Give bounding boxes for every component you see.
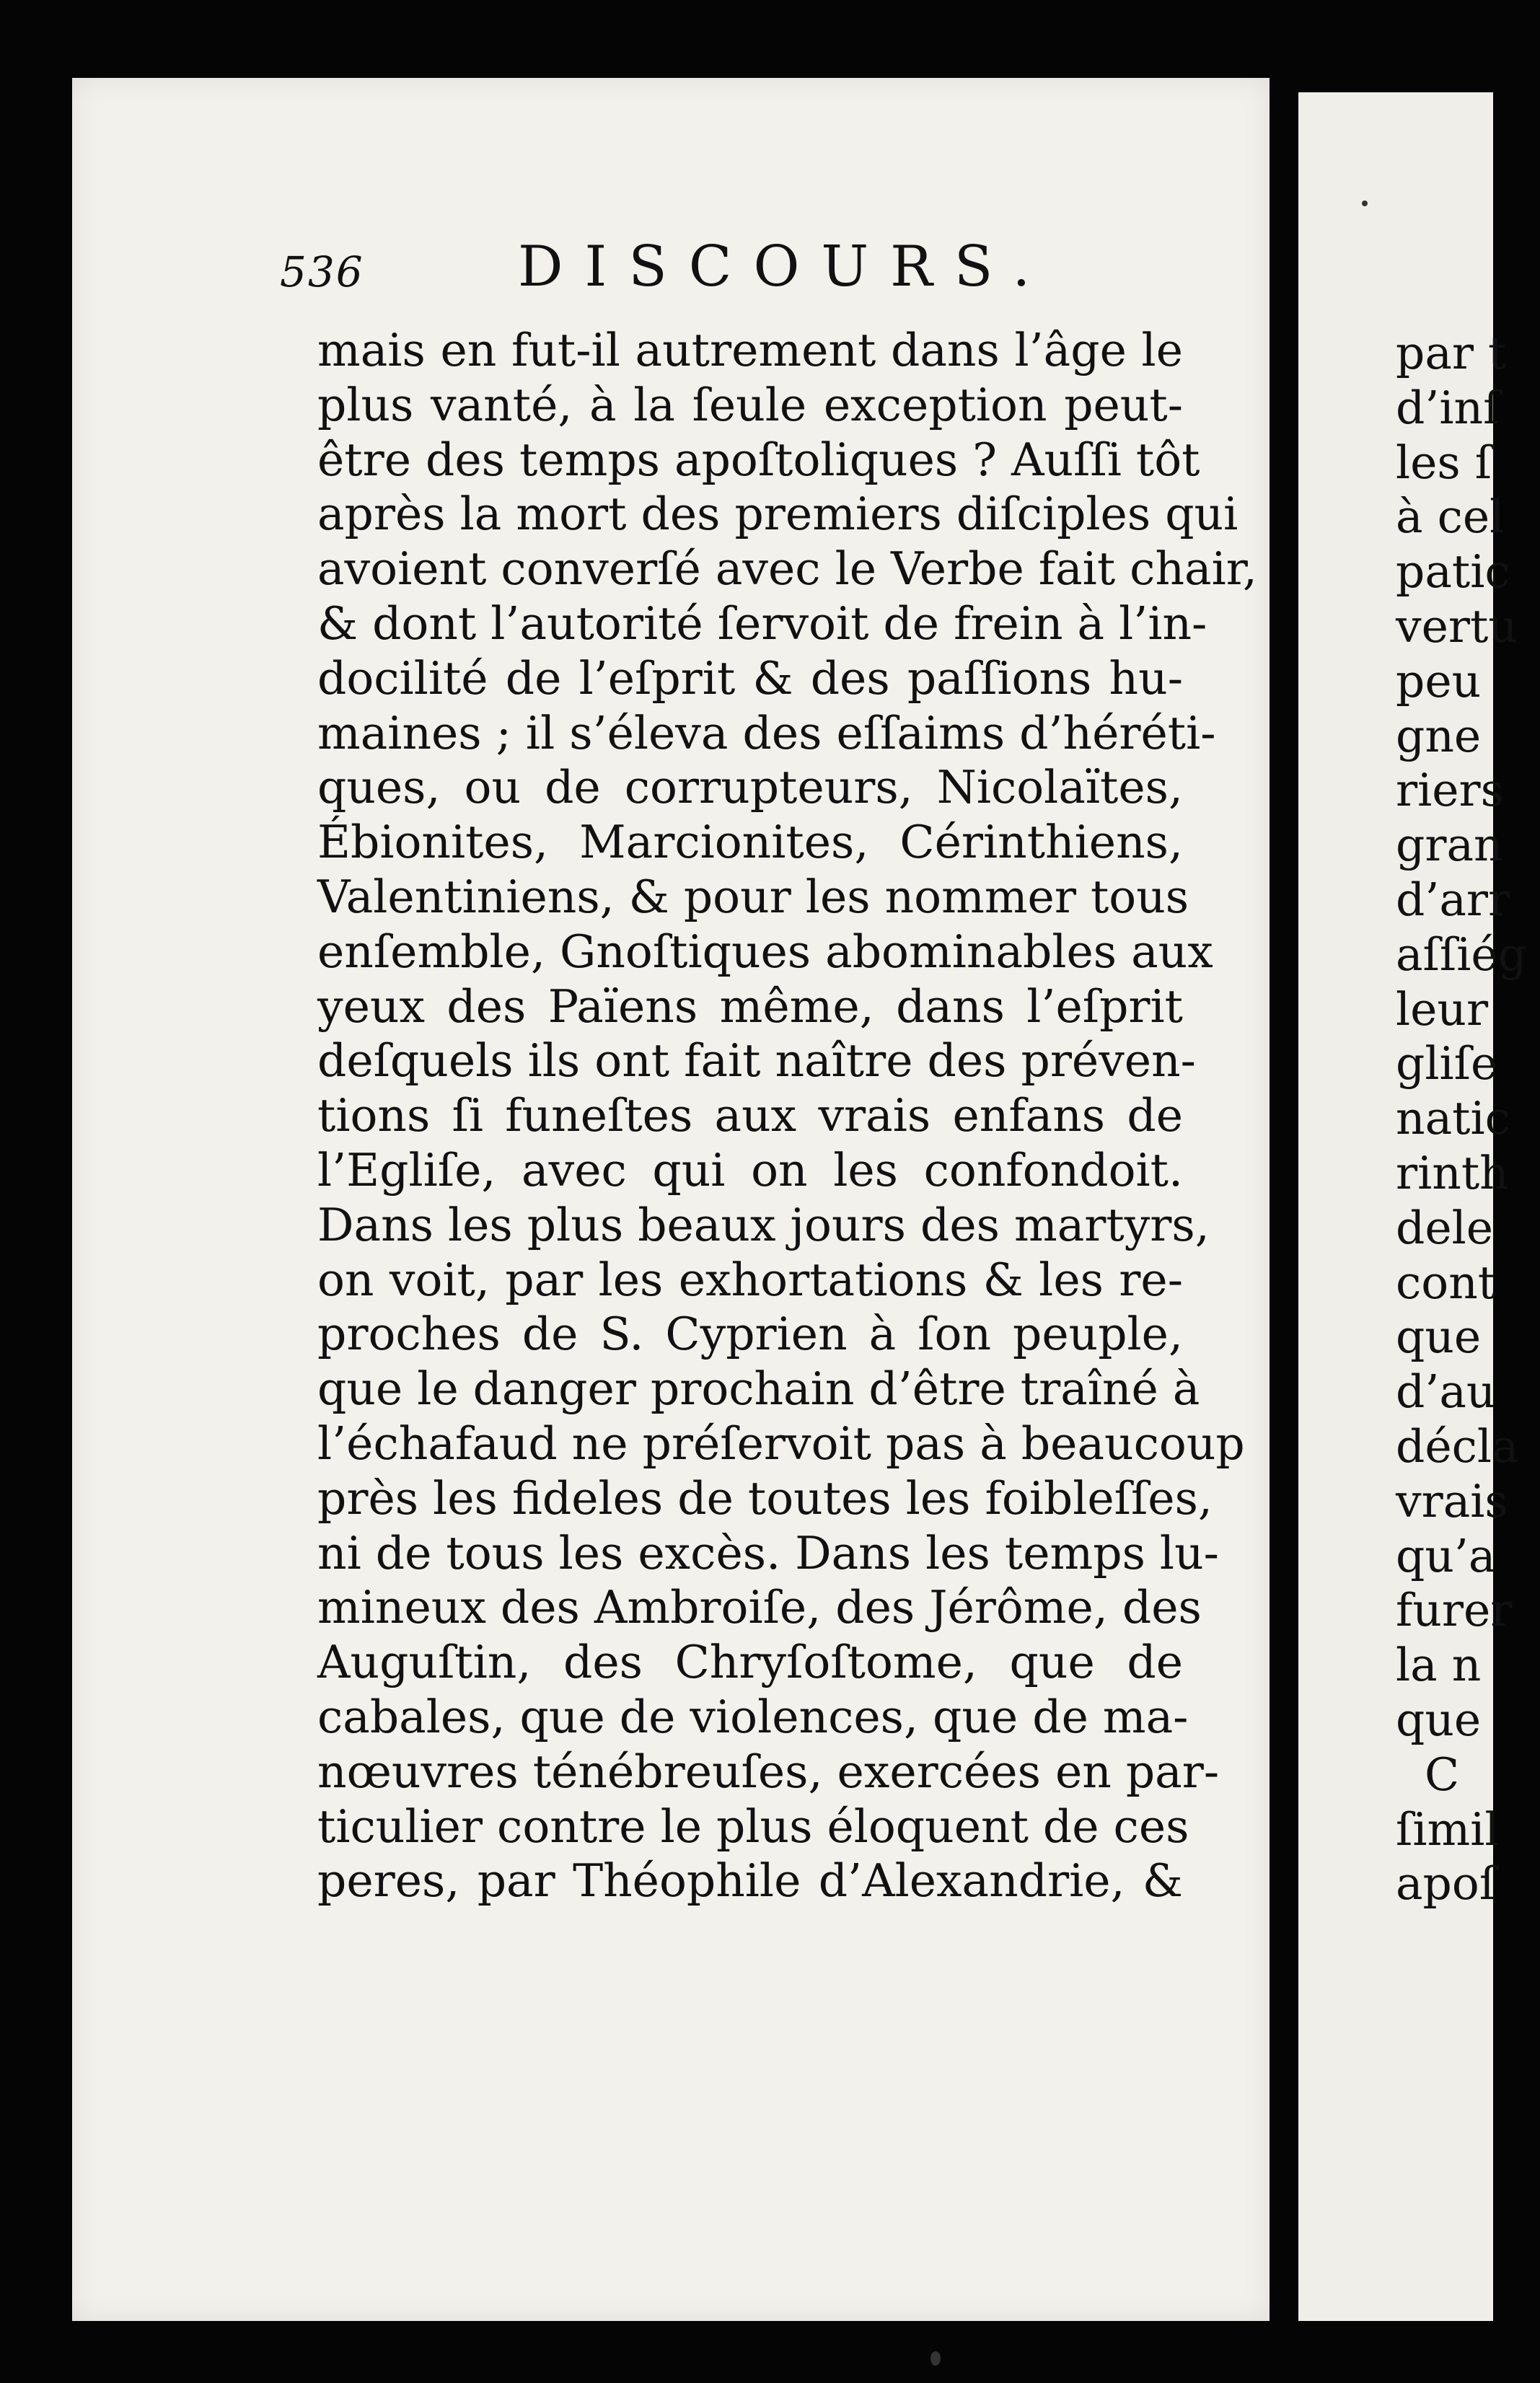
text-line-fragment: gran [1396, 819, 1503, 872]
text-line: proches de S. Cyprien à ſon peuple, [317, 1308, 1183, 1361]
text-line-fragment: aſſiég [1396, 928, 1527, 981]
text-line-fragment: ſimil [1396, 1802, 1500, 1856]
ink-speck [930, 2351, 941, 2366]
text-line: & dont l’autorité ſervoit de frein à l’in- [317, 596, 1207, 650]
text-line-fragment: que [1396, 1693, 1482, 1746]
text-line-fragment: leur [1396, 982, 1489, 1036]
text-line-fragment: peu [1396, 654, 1482, 708]
text-line-fragment: d’arr [1396, 873, 1510, 926]
text-line-fragment: dele [1396, 1201, 1494, 1254]
text-line-fragment: que [1396, 1311, 1482, 1364]
text-line-fragment: gne [1396, 709, 1482, 762]
text-line: on voit, par les exhortations & les re- [317, 1253, 1183, 1306]
text-line: deſquels ils ont fait naître des préven- [317, 1034, 1196, 1088]
text-line: cabales, que de violences, que de ma- [317, 1690, 1189, 1743]
text-line: ticulier contre le plus éloquent de ces [317, 1800, 1189, 1853]
text-line: enſemble, Gnoſtiques abominables aux [317, 925, 1213, 978]
text-line-fragment: qu’a [1396, 1529, 1496, 1582]
text-line-fragment: d’inſ [1396, 381, 1500, 434]
text-line-fragment: à cel [1396, 490, 1505, 544]
text-line: peres, par Théophile d’Alexandrie, & [317, 1854, 1183, 1908]
text-line: tions ſi funeſtes aux vrais enfans de [317, 1089, 1183, 1142]
text-line: ni de tous les excès. Dans les temps lu- [317, 1526, 1219, 1580]
text-line: après la mort des premiers diſciples qui [317, 488, 1238, 541]
text-line: mineux des Ambroiſe, des Jérôme, des [317, 1581, 1202, 1634]
text-line-fragment: vrais [1396, 1474, 1508, 1528]
text-line-fragment: natic [1396, 1092, 1510, 1145]
text-line: mais en fut-il autrement dans l’âge le [317, 324, 1183, 376]
text-line: docilité de l’eſprit & des paſſions hu- [317, 651, 1183, 705]
text-line: plus vanté, à la ſeule exception peut- [317, 378, 1183, 431]
text-line: Auguſtin, des Chryſoſtome, que de [317, 1636, 1183, 1689]
text-line-fragment: gliſe [1396, 1037, 1498, 1091]
text-line: Ébionites, Marcionites, Cérinthiens, [317, 816, 1183, 869]
text-line-fragment: vertu [1396, 599, 1518, 653]
text-line: que le danger prochain d’être traîné à [317, 1362, 1200, 1416]
text-line: l’échafaud ne préſervoit pas à beaucoup [317, 1417, 1245, 1470]
text-line: nœuvres ténébreuſes, exercées en par- [317, 1745, 1220, 1798]
text-line: Dans les plus beaux jours des martyrs, [317, 1198, 1210, 1251]
text-line: ques, ou de corrupteurs, Nicolaïtes, [317, 761, 1183, 814]
text-line: avoient converſé avec le Verbe fait chair, [317, 542, 1257, 596]
text-line-fragment: C [1425, 1748, 1460, 1801]
running-title: DISCOURS. [518, 234, 1052, 299]
text-line: yeux des Païens même, dans l’eſprit [317, 979, 1183, 1033]
right-page-text [1396, 326, 1540, 1911]
page-number: 536 [280, 247, 364, 296]
text-line: près les fideles de toutes les foibleſſes, [317, 1471, 1213, 1525]
text-line: l’Egliſe, avec qui on les confondoit. [317, 1143, 1183, 1197]
page-header [280, 234, 1218, 314]
text-line-fragment: furer [1396, 1584, 1513, 1637]
text-line-fragment: les ſ [1396, 436, 1492, 489]
text-line-fragment: patic [1396, 545, 1510, 599]
text-line-fragment: rinth [1396, 1146, 1509, 1199]
text-line-fragment: la n [1396, 1639, 1482, 1692]
text-line: être des temps apoſtoliques ? Auſſi tôt [317, 433, 1200, 486]
left-page-text [317, 323, 1257, 1908]
ink-speck [1362, 201, 1368, 206]
text-line-fragment: riers [1396, 764, 1504, 817]
text-line-fragment: par t [1396, 327, 1507, 379]
text-line-fragment: apoſ [1396, 1857, 1497, 1911]
text-line-fragment: d’au [1396, 1365, 1496, 1419]
text-line: maines ; il s’éleva des eſſaims d’héréti- [317, 706, 1216, 759]
text-line: Valentiniens, & pour les nommer tous [317, 870, 1189, 923]
text-line-fragment: décla [1396, 1419, 1519, 1473]
text-line-fragment: cont [1396, 1256, 1497, 1309]
